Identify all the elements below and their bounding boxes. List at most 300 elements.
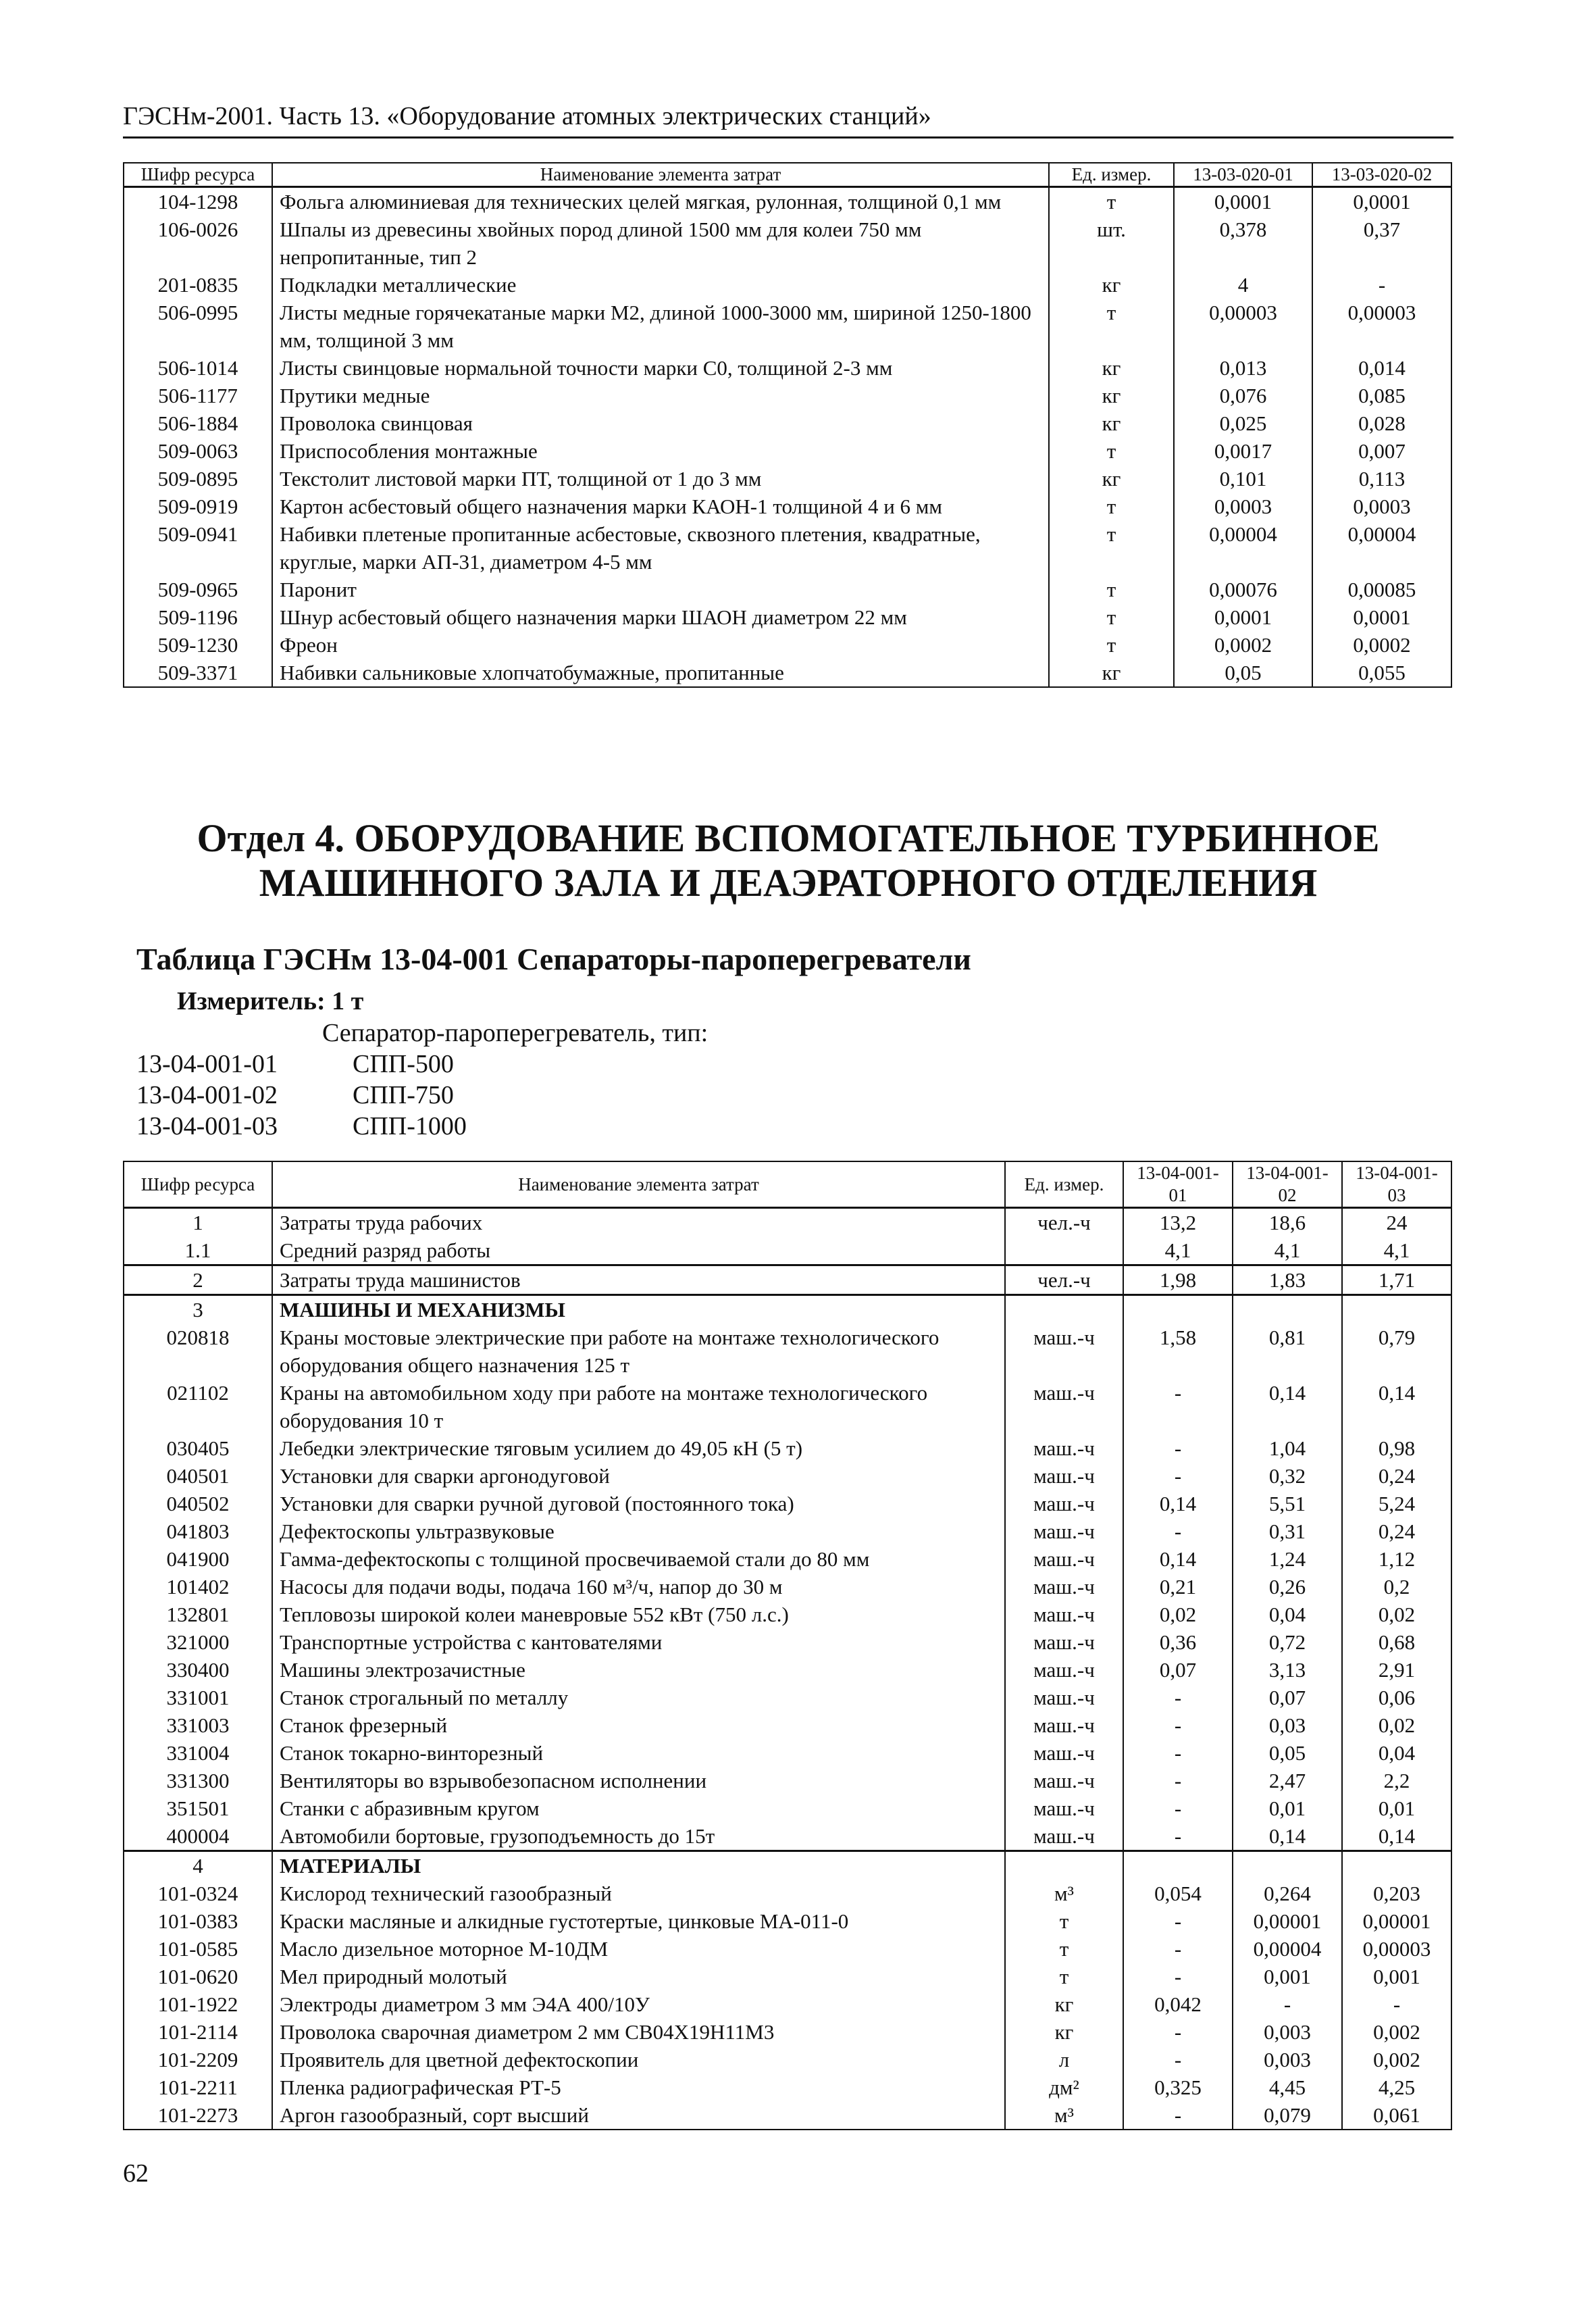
- resource-code: 506-1177: [124, 382, 272, 409]
- col-unit-header: Ед. измер.: [1005, 1161, 1123, 1208]
- value-col-1: 0,14: [1123, 1490, 1233, 1517]
- variant-row: [136, 1049, 708, 1080]
- value-col-2: 0,085: [1312, 382, 1451, 409]
- running-header: ГЭСНм-2001. Часть 13. «Оборудование атомных электрических станций»: [123, 101, 1453, 139]
- resource-code: 331004: [124, 1739, 272, 1767]
- resource-code: 201-0835: [124, 271, 272, 299]
- resource-name: Установки для сварки аргонодуговой: [272, 1462, 1005, 1490]
- variant-code: 13-04-001-02: [136, 1081, 278, 1109]
- value-col-3: 2,91: [1342, 1656, 1451, 1684]
- unit: кг: [1049, 382, 1174, 409]
- resource-code: 400004: [124, 1822, 272, 1851]
- resource-name: МАТЕРИАЛЫ: [272, 1851, 1005, 1880]
- value-col-2: 0,079: [1233, 2101, 1342, 2130]
- value-col-2: 0,00003: [1312, 299, 1451, 354]
- value-col-2: 0,007: [1312, 437, 1451, 465]
- resource-code: 321000: [124, 1628, 272, 1656]
- table-row: [124, 1601, 1451, 1628]
- value-col-2: 0,0003: [1312, 493, 1451, 520]
- value-col-3: 0,01: [1342, 1794, 1451, 1822]
- value-col-3: 0,14: [1342, 1379, 1451, 1434]
- resource-name: Автомобили бортовые, грузоподъемность до 15т: [272, 1822, 1005, 1851]
- resource-code: 331300: [124, 1767, 272, 1794]
- resource-code: 106-0026: [124, 216, 272, 271]
- value-col-2: 1,04: [1233, 1434, 1342, 1462]
- resource-code: 101-0585: [124, 1935, 272, 1963]
- unit: кг: [1049, 465, 1174, 493]
- value-col-1: 0,101: [1174, 465, 1312, 493]
- value-col-1: -: [1123, 1379, 1233, 1434]
- resource-code: 030405: [124, 1434, 272, 1462]
- resource-code: 041803: [124, 1517, 272, 1545]
- value-col-3: 0,04: [1342, 1739, 1451, 1767]
- resource-code: 331003: [124, 1711, 272, 1739]
- unit: [1005, 1295, 1123, 1324]
- unit: т: [1049, 603, 1174, 631]
- value-col-3: 1,12: [1342, 1545, 1451, 1573]
- resource-code: 4: [124, 1851, 272, 1880]
- resource-code: 101-2211: [124, 2073, 272, 2101]
- unit: кг: [1049, 271, 1174, 299]
- value-col-2: 0,07: [1233, 1684, 1342, 1711]
- unit: т: [1005, 1935, 1123, 1963]
- table-row: [124, 631, 1451, 659]
- value-col-1: 0,00003: [1174, 299, 1312, 354]
- table-row: [124, 659, 1451, 687]
- resource-name: Текстолит листовой марки ПТ, толщиной от 1 до 3 мм: [272, 465, 1049, 493]
- table-row: [124, 603, 1451, 631]
- resource-name: Краны на автомобильном ходу при работе на монтаже технологического оборудования 10 т: [272, 1379, 1005, 1434]
- value-col-1: 13,2: [1123, 1208, 1233, 1237]
- unit: маш.-ч: [1005, 1601, 1123, 1628]
- unit: т: [1049, 631, 1174, 659]
- value-col-2: 0,05: [1233, 1739, 1342, 1767]
- col-v3-header: 13-04-001-03: [1342, 1161, 1451, 1208]
- resource-name: Краны мостовые электрические при работе на монтаже технологического оборудования общего назначения 125 т: [272, 1324, 1005, 1379]
- unit: маш.-ч: [1005, 1379, 1123, 1434]
- unit: кг: [1005, 1990, 1123, 2018]
- variant-type: СПП-500: [353, 1050, 454, 1078]
- unit: маш.-ч: [1005, 1545, 1123, 1573]
- value-col-3: 0,001: [1342, 1963, 1451, 1990]
- value-col-1: -: [1123, 1517, 1233, 1545]
- resource-name: Проявитель для цветной дефектоскопии: [272, 2046, 1005, 2073]
- table-row: [124, 216, 1451, 271]
- value-col-2: 0,055: [1312, 659, 1451, 687]
- value-col-3: 0,79: [1342, 1324, 1451, 1379]
- table-row: [124, 437, 1451, 465]
- value-col-2: 0,00085: [1312, 576, 1451, 603]
- value-col-1: 0,0002: [1174, 631, 1312, 659]
- variant-row: [136, 1080, 708, 1111]
- table-row: [124, 1379, 1451, 1434]
- resource-code: 509-1230: [124, 631, 272, 659]
- resource-name: МАШИНЫ И МЕХАНИЗМЫ: [272, 1295, 1005, 1324]
- value-col-2: 5,51: [1233, 1490, 1342, 1517]
- col-unit-header: Ед. измер.: [1049, 163, 1174, 187]
- value-col-2: 0,14: [1233, 1379, 1342, 1434]
- variant-type-label: Сепаратор-пароперегреватель, тип:: [322, 1019, 709, 1047]
- variant-type: СПП-1000: [353, 1112, 467, 1140]
- value-col-3: 0,98: [1342, 1434, 1451, 1462]
- table-row: [124, 2046, 1451, 2073]
- value-col-1: [1123, 1295, 1233, 1324]
- table-row: [124, 1208, 1451, 1237]
- resource-name: Транспортные устройства с кантователями: [272, 1628, 1005, 1656]
- value-col-1: -: [1123, 1739, 1233, 1767]
- unit: чел.-ч: [1005, 1208, 1123, 1237]
- table-row: [124, 299, 1451, 354]
- value-col-2: 3,13: [1233, 1656, 1342, 1684]
- resource-name: Листы свинцовые нормальной точности марки С0, толщиной 2-3 мм: [272, 354, 1049, 382]
- value-col-3: 0,24: [1342, 1462, 1451, 1490]
- table-row: [124, 382, 1451, 409]
- value-col-3: [1342, 1295, 1451, 1324]
- resource-name: Вентиляторы во взрывобезопасном исполнении: [272, 1767, 1005, 1794]
- unit: маш.-ч: [1005, 1517, 1123, 1545]
- table-header-row: [124, 1161, 1451, 1208]
- resource-code: 509-0919: [124, 493, 272, 520]
- resource-name: Машины электрозачистные: [272, 1656, 1005, 1684]
- section-title-line-1: Отдел 4. ОБОРУДОВАНИЕ ВСПОМОГАТЕЛЬНОЕ ТУРБИННОЕ: [197, 816, 1380, 860]
- table-row: [124, 187, 1451, 216]
- resource-code: 101-0324: [124, 1880, 272, 1907]
- resource-name: Насосы для подачи воды, подача 160 м³/ч, напор до 30 м: [272, 1573, 1005, 1601]
- value-col-2: [1233, 1295, 1342, 1324]
- value-col-2: 0,0001: [1312, 187, 1451, 216]
- value-col-3: [1342, 1851, 1451, 1880]
- section-title: [123, 816, 1453, 905]
- value-col-2: 0,028: [1312, 409, 1451, 437]
- table-row: [124, 465, 1451, 493]
- col-v1-header: 13-04-001-01: [1123, 1161, 1233, 1208]
- value-col-1: 0,0001: [1174, 603, 1312, 631]
- value-col-2: 0,00004: [1312, 520, 1451, 576]
- value-col-3: 4,25: [1342, 2073, 1451, 2101]
- col-v1-header: 13-03-020-01: [1174, 163, 1312, 187]
- resource-name: Фреон: [272, 631, 1049, 659]
- unit: т: [1005, 1963, 1123, 1990]
- value-col-2: 1,24: [1233, 1545, 1342, 1573]
- value-col-2: 0,0001: [1312, 603, 1451, 631]
- value-col-3: 0,002: [1342, 2046, 1451, 2073]
- unit: маш.-ч: [1005, 1573, 1123, 1601]
- unit: т: [1049, 437, 1174, 465]
- table-row: [124, 1490, 1451, 1517]
- resource-name: Лебедки электрические тяговым усилием до 49,05 кН (5 т): [272, 1434, 1005, 1462]
- unit: [1005, 1236, 1123, 1265]
- resource-name: Станок токарно-винторезный: [272, 1739, 1005, 1767]
- value-col-1: 0,00076: [1174, 576, 1312, 603]
- unit: маш.-ч: [1005, 1434, 1123, 1462]
- table-row: [124, 1656, 1451, 1684]
- variant-code: 13-04-001-03: [136, 1112, 278, 1140]
- unit: кг: [1049, 354, 1174, 382]
- table-row: [124, 1990, 1451, 2018]
- resource-code: 101-2209: [124, 2046, 272, 2073]
- col-v2-header: 13-04-001-02: [1233, 1161, 1342, 1208]
- page-number: 62: [123, 2159, 149, 2188]
- resource-name: Набивки плетеные пропитанные асбестовые, сквозного плетения, квадратные, круглые, марки АП-31, диаметром 4-5 мм: [272, 520, 1049, 576]
- table-row: [124, 1822, 1451, 1851]
- resource-name: Картон асбестовый общего назначения марки КАОН-1 толщиной 4 и 6 мм: [272, 493, 1049, 520]
- resource-code: 132801: [124, 1601, 272, 1628]
- variant-list: [136, 1017, 708, 1142]
- variant-type: СПП-750: [353, 1081, 454, 1109]
- table-row: [124, 576, 1451, 603]
- value-col-2: 0,81: [1233, 1324, 1342, 1379]
- resource-code: 040502: [124, 1490, 272, 1517]
- unit: маш.-ч: [1005, 1711, 1123, 1739]
- value-col-2: 0,26: [1233, 1573, 1342, 1601]
- resource-name: Шпалы из древесины хвойных пород длиной 1500 мм для колеи 750 мм непропитанные, тип 2: [272, 216, 1049, 271]
- value-col-1: 0,0017: [1174, 437, 1312, 465]
- value-col-3: 0,02: [1342, 1711, 1451, 1739]
- resource-name: Проволока свинцовая: [272, 409, 1049, 437]
- table-row: [124, 1434, 1451, 1462]
- resource-code: 509-0941: [124, 520, 272, 576]
- resource-name: Аргон газообразный, сорт высший: [272, 2101, 1005, 2130]
- resource-code: 101-2114: [124, 2018, 272, 2046]
- table-row: [124, 1462, 1451, 1490]
- value-col-1: 0,36: [1123, 1628, 1233, 1656]
- table-row: [124, 520, 1451, 576]
- value-col-1: 1,98: [1123, 1265, 1233, 1295]
- resource-table-continued: [123, 162, 1452, 688]
- value-col-1: 0,0001: [1174, 187, 1312, 216]
- resource-name: Масло дизельное моторное М-10ДМ: [272, 1935, 1005, 1963]
- value-col-3: 5,24: [1342, 1490, 1451, 1517]
- table-row: [124, 1880, 1451, 1907]
- unit: кг: [1005, 2018, 1123, 2046]
- value-col-2: 0,31: [1233, 1517, 1342, 1545]
- value-col-1: 0,02: [1123, 1601, 1233, 1628]
- unit: маш.-ч: [1005, 1656, 1123, 1684]
- value-col-1: 0,07: [1123, 1656, 1233, 1684]
- value-col-2: 2,47: [1233, 1767, 1342, 1794]
- value-col-1: 0,00004: [1174, 520, 1312, 576]
- unit: т: [1005, 1907, 1123, 1935]
- table-row: [124, 354, 1451, 382]
- col-name-header: Наименование элемента затрат: [272, 1161, 1005, 1208]
- value-col-3: 0,002: [1342, 2018, 1451, 2046]
- table-row: [124, 271, 1451, 299]
- unit: м³: [1005, 2101, 1123, 2130]
- unit: [1005, 1851, 1123, 1880]
- table-row: [124, 1236, 1451, 1265]
- value-col-2: 0,00001: [1233, 1907, 1342, 1935]
- table-row: [124, 1684, 1451, 1711]
- value-col-2: [1233, 1851, 1342, 1880]
- unit: т: [1049, 576, 1174, 603]
- variant-code: 13-04-001-01: [136, 1050, 278, 1078]
- table-row: [124, 493, 1451, 520]
- value-col-2: 0,264: [1233, 1880, 1342, 1907]
- resource-name: Электроды диаметром 3 мм Э4А 400/10У: [272, 1990, 1005, 2018]
- resource-code: 509-0895: [124, 465, 272, 493]
- value-col-3: 4,1: [1342, 1236, 1451, 1265]
- value-col-1: 1,58: [1123, 1324, 1233, 1379]
- resource-table-13-04-001: [123, 1161, 1452, 2130]
- table-row: [124, 1324, 1451, 1379]
- unit: маш.-ч: [1005, 1490, 1123, 1517]
- value-col-2: 0,014: [1312, 354, 1451, 382]
- value-col-2: 4,1: [1233, 1236, 1342, 1265]
- value-col-1: 4: [1174, 271, 1312, 299]
- table-title: Таблица ГЭСНм 13-04-001 Сепараторы-пароперегреватели: [136, 942, 971, 976]
- value-col-2: -: [1312, 271, 1451, 299]
- col-code-header: Шифр ресурса: [124, 163, 272, 187]
- table-row: [124, 1767, 1451, 1794]
- resource-name: Средний разряд работы: [272, 1236, 1005, 1265]
- value-col-2: 0,001: [1233, 1963, 1342, 1990]
- unit: маш.-ч: [1005, 1684, 1123, 1711]
- value-col-3: 0,02: [1342, 1601, 1451, 1628]
- resource-name: Прутики медные: [272, 382, 1049, 409]
- value-col-2: -: [1233, 1990, 1342, 2018]
- value-col-1: 0,025: [1174, 409, 1312, 437]
- unit: маш.-ч: [1005, 1462, 1123, 1490]
- resource-name: Затраты труда машинистов: [272, 1265, 1005, 1295]
- unit: т: [1049, 493, 1174, 520]
- value-col-2: 4,45: [1233, 2073, 1342, 2101]
- value-col-2: 0,37: [1312, 216, 1451, 271]
- table-row: [124, 1935, 1451, 1963]
- unit: маш.-ч: [1005, 1324, 1123, 1379]
- value-col-3: 0,00003: [1342, 1935, 1451, 1963]
- value-col-1: -: [1123, 1684, 1233, 1711]
- value-col-3: 2,2: [1342, 1767, 1451, 1794]
- resource-code: 101-1922: [124, 1990, 272, 2018]
- value-col-2: 0,03: [1233, 1711, 1342, 1739]
- table-row: [124, 1907, 1451, 1935]
- table-row: [124, 1794, 1451, 1822]
- value-col-1: -: [1123, 1822, 1233, 1851]
- resource-name: Установки для сварки ручной дуговой (постоянного тока): [272, 1490, 1005, 1517]
- resource-code: 330400: [124, 1656, 272, 1684]
- resource-name: Тепловозы широкой колеи маневровые 552 кВт (750 л.с.): [272, 1601, 1005, 1628]
- resource-code: 351501: [124, 1794, 272, 1822]
- resource-name: Пленка радиографическая РТ-5: [272, 2073, 1005, 2101]
- resource-code: 104-1298: [124, 187, 272, 216]
- unit: т: [1049, 520, 1174, 576]
- table-row: [124, 1265, 1451, 1295]
- unit: маш.-ч: [1005, 1767, 1123, 1794]
- value-col-1: -: [1123, 1907, 1233, 1935]
- unit: кг: [1049, 409, 1174, 437]
- table-row: [124, 1628, 1451, 1656]
- table-section-row: [124, 1295, 1451, 1324]
- value-col-1: 4,1: [1123, 1236, 1233, 1265]
- unit: т: [1049, 299, 1174, 354]
- value-col-1: 0,05: [1174, 659, 1312, 687]
- resource-name: Гамма-дефектоскопы с толщиной просвечиваемой стали до 80 мм: [272, 1545, 1005, 1573]
- value-col-1: 0,14: [1123, 1545, 1233, 1573]
- unit: дм²: [1005, 2073, 1123, 2101]
- value-col-2: 0,32: [1233, 1462, 1342, 1490]
- resource-name: Дефектоскопы ультразвуковые: [272, 1517, 1005, 1545]
- value-col-1: 0,076: [1174, 382, 1312, 409]
- resource-name: Станок фрезерный: [272, 1711, 1005, 1739]
- resource-code: 506-1014: [124, 354, 272, 382]
- table-row: [124, 2073, 1451, 2101]
- resource-code: 509-3371: [124, 659, 272, 687]
- table-row: [124, 1573, 1451, 1601]
- unit: т: [1049, 187, 1174, 216]
- resource-code: 020818: [124, 1324, 272, 1379]
- value-col-3: 0,00001: [1342, 1907, 1451, 1935]
- value-col-3: 0,203: [1342, 1880, 1451, 1907]
- resource-code: 509-0965: [124, 576, 272, 603]
- meter-label: Измеритель: 1 т: [177, 987, 364, 1015]
- value-col-1: -: [1123, 1794, 1233, 1822]
- table-header-row: [124, 163, 1451, 187]
- value-col-3: -: [1342, 1990, 1451, 2018]
- value-col-1: -: [1123, 2101, 1233, 2130]
- value-col-1: -: [1123, 1462, 1233, 1490]
- resource-code: 021102: [124, 1379, 272, 1434]
- table-row: [124, 2101, 1451, 2130]
- value-col-1: -: [1123, 1434, 1233, 1462]
- resource-code: 509-0063: [124, 437, 272, 465]
- section-title-line-2: МАШИННОГО ЗАЛА И ДЕАЭРАТОРНОГО ОТДЕЛЕНИЯ: [259, 861, 1318, 905]
- table-row: [124, 1517, 1451, 1545]
- value-col-1: 0,378: [1174, 216, 1312, 271]
- resource-name: Кислород технический газообразный: [272, 1880, 1005, 1907]
- resource-code: 101-0383: [124, 1907, 272, 1935]
- resource-code: 506-0995: [124, 299, 272, 354]
- value-col-3: 0,061: [1342, 2101, 1451, 2130]
- value-col-2: 0,04: [1233, 1601, 1342, 1628]
- table-row: [124, 409, 1451, 437]
- resource-name: Мел природный молотый: [272, 1963, 1005, 1990]
- resource-name: Приспособления монтажные: [272, 437, 1049, 465]
- value-col-3: 0,24: [1342, 1517, 1451, 1545]
- table-row: [124, 2018, 1451, 2046]
- value-col-2: 0,0002: [1312, 631, 1451, 659]
- resource-code: 2: [124, 1265, 272, 1295]
- resource-name: Станок строгальный по металлу: [272, 1684, 1005, 1711]
- unit: л: [1005, 2046, 1123, 2073]
- value-col-2: 0,14: [1233, 1822, 1342, 1851]
- unit: м³: [1005, 1880, 1123, 1907]
- value-col-2: 0,113: [1312, 465, 1451, 493]
- value-col-1: 0,325: [1123, 2073, 1233, 2101]
- value-col-2: 0,72: [1233, 1628, 1342, 1656]
- resource-code: 509-1196: [124, 603, 272, 631]
- unit: маш.-ч: [1005, 1628, 1123, 1656]
- value-col-3: 1,71: [1342, 1265, 1451, 1295]
- value-col-2: 0,003: [1233, 2046, 1342, 2073]
- table-row: [124, 1963, 1451, 1990]
- value-col-1: -: [1123, 1711, 1233, 1739]
- resource-code: 101402: [124, 1573, 272, 1601]
- resource-name: Краски масляные и алкидные густотертые, цинковые МА-011-0: [272, 1907, 1005, 1935]
- resource-code: 3: [124, 1295, 272, 1324]
- resource-name: Затраты труда рабочих: [272, 1208, 1005, 1237]
- resource-code: 506-1884: [124, 409, 272, 437]
- value-col-3: 0,06: [1342, 1684, 1451, 1711]
- col-v2-header: 13-03-020-02: [1312, 163, 1451, 187]
- value-col-2: 0,00004: [1233, 1935, 1342, 1963]
- value-col-1: 0,0003: [1174, 493, 1312, 520]
- table-row: [124, 1711, 1451, 1739]
- value-col-1: 0,054: [1123, 1880, 1233, 1907]
- value-col-3: 0,68: [1342, 1628, 1451, 1656]
- value-col-1: -: [1123, 1767, 1233, 1794]
- unit: маш.-ч: [1005, 1794, 1123, 1822]
- value-col-3: 24: [1342, 1208, 1451, 1237]
